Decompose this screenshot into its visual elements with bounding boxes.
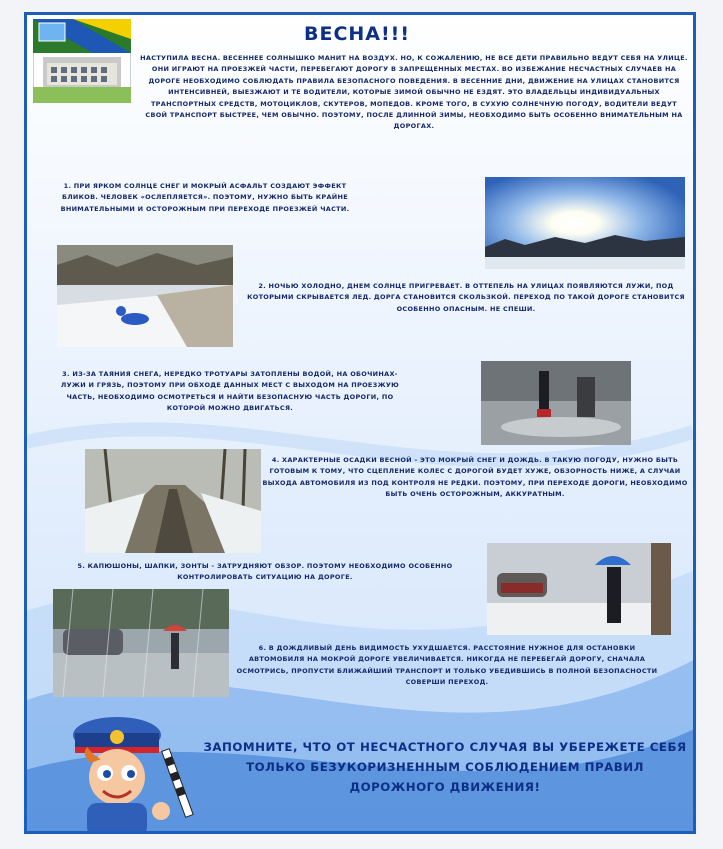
policeman-mascot-icon (51, 707, 201, 834)
photo-rain-street (53, 589, 229, 697)
remember-banner: ЗАПОМНИТЕ, ЧТО ОТ НЕСЧАСТНОГО СЛУЧАЯ ВЫ УБЕРЕЖЕТЕ СЕБЯ ТОЛЬКО БЕЗУКОРИЗНЕННЫМ СОБЛЮДЕНИЕМ ПРАВИЛ ДОРОЖНОГО ДВИЖЕНИЯ! (203, 740, 687, 794)
school-logo (33, 19, 131, 103)
photo-snow-umbrella (487, 543, 671, 635)
photo-puddle-feet (481, 361, 631, 445)
intro-text: НАСТУПИЛА ВЕСНА. ВЕСЕННЕЕ СОЛНЫШКО МАНИТ НА ВОЗДУХ. НО, К СОЖАЛЕНИЮ, НЕ ВСЕ ДЕТИ ПРАВИЛЬНО ВЕДУТ СЕБЯ НА УЛИЦЕ. ОНИ ИГРАЮТ НА ПРОЕЗЖЕЙ ЧАСТИ, ПЕРЕБЕГАЮТ ДОРОГУ В ЗАПРЕЩЕННЫХ МЕСТАХ. ВО ИЗБЕЖАНИЕ НЕСЧАСТНЫХ СЛУЧАЕВ НА ДОРОГЕ НЕОБХОДИМО СОБЛЮДАТЬ ПРАВИЛА БЕЗОПАСНОГО ПОВЕДЕНИЯ. В ВЕСЕННИЕ ДНИ, ДВИЖЕНИЕ НА УЛИЦАХ СТАНОВИТСЯ ИНТЕНСИВНЕЙ, ВЫЕЗЖАЮТ И ТЕ ВОДИТЕЛИ, КОТОРЫЕ ЗИМОЙ ОБЫЧНО НЕ ЕЗДЯТ. ЭТО ВЛАДЕЛЬЦЫ ИНДИВИДУАЛЬНЫХ ТРАНСПОРТНЫХ СРЕДСТВ, МОТОЦИКЛОВ, СКУТЕРОВ, МОПЕДОВ. КРОМЕ ТОГО, В СУХУЮ СОЛНЕЧНУЮ ПОГОДУ, ВОДИТЕЛИ ВЕДУТ СВОЙ ТРАНСПОРТ БЫСТРЕЕ, ЧЕМ ОБЫЧНО. ПОЭТОМУ, ПОСЛЕ ДЛИННОЙ ЗИМЫ, НЕОБХОДИМО БЫТЬ ОСОБЕННО ВНИМАТЕЛЬНЫМ НА ДОРОГАХ. (140, 54, 688, 131)
photo-slip-ice (57, 245, 233, 347)
tip-2: 2. НОЧЬЮ ХОЛОДНО, ДНЕМ СОЛНЦЕ ПРИГРЕВАЕТ. В ОТТЕПЕЛЬ НА УЛИЦАХ ПОЯВЛЯЮТСЯ ЛУЖИ, ПОД КОТОРЫМИ СКРЫВАЕТСЯ ЛЕД. ДОРГА СТАНОВИТСЯ СКОЛЬЗКОЙ. ПЕРЕХОД ПО ТАКОЙ ДОРОГЕ СТАНОВИТСЯ ОСОБЕННО ОПАСНЫМ. НЕ СПЕШИ. (247, 282, 685, 313)
page-title: ВЕСНА!!! (303, 23, 410, 45)
poster (24, 12, 696, 834)
tip-3: 3. ИЗ-ЗА ТАЯНИЯ СНЕГА, НЕРЕДКО ТРОТУАРЫ ЗАТОПЛЕНЫ ВОДОЙ, НА ОБОЧИНАХ-ЛУЖИ И ГРЯЗЬ, ПОЭТОМУ ПРИ ОБХОДЕ ДАННЫХ МЕСТ С ВЫХОДОМ НА ПРОЕЗЖУЮ ЧАСТЬ, НЕОБХОДИМО ОСМОТРЕТЬСЯ И НАЙТИ БЕЗОПАСНУЮ ЧАСТЬ ДОРОГИ, ПО КОТОРОЙ МОЖНО ДВИГАТЬСЯ. (60, 370, 400, 413)
tip-5: 5. КАПЮШОНЫ, ШАПКИ, ЗОНТЫ - ЗАТРУДНЯЮТ ОБЗОР. ПОЭТОМУ НЕОБХОДИМО ОСОБЕННО КОНТРОЛИРОВАТЬ СИТУАЦИЮ НА ДОРОГЕ. (77, 562, 453, 582)
photo-sun (485, 177, 685, 269)
tip-4: 4. ХАРАКТЕРНЫЕ ОСАДКИ ВЕСНОЙ - ЭТО МОКРЫЙ СНЕГ И ДОЖДЬ. В ТАКУЮ ПОГОДУ, НУЖНО БЫТЬ ГОТОВЫМ К ТОМУ, ЧТО СЦЕПЛЕНИЕ КОЛЕС С ДОРОГОЙ БУДЕТ ХУЖЕ, ОБЗОРНОСТЬ НИЖЕ, А СЛУЧАИ ВЫХОДА АВТОМОБИЛЯ ИЗ ПОД КОНТРОЛЯ НЕ РЕДКИ. ПОЭТОМУ, ПРИ ПЕРЕХОДЕ ДОРОГИ, НЕОБХОДИМО БЫТЬ ОЧЕНЬ ОСТОРОЖНЫМ, АККУРАТНЫМ. (262, 456, 688, 499)
photo-slushy-path (85, 449, 261, 553)
tip-1: 1. ПРИ ЯРКОМ СОЛНЦЕ СНЕГ И МОКРЫЙ АСФАЛЬТ СОЗДАЮТ ЭФФЕКТ БЛИКОВ. ЧЕЛОВЕК «ОСЛЕПЛЯЕТСЯ». ПОЭТОМУ, НУЖНО БЫТЬ КРАЙНЕ ВНИМАТЕЛЬНЫМИ И ОСТОРОЖНЫМ ПРИ ПЕРЕХОДЕ ПРОЕЗЖЕЙ ЧАСТИ. (60, 182, 350, 213)
tip-6: 6. В ДОЖДЛИВЫЙ ДЕНЬ ВИДИМОСТЬ УХУДШАЕТСЯ. РАССТОЯНИЕ НУЖНОЕ ДЛЯ ОСТАНОВКИ АВТОМОБИЛЯ НА МОКРОЙ ДОРОГЕ УВЕЛИЧИВАЕТСЯ. НИКОГДА НЕ ПЕРЕБЕГАЙ ДОРОГУ, СНАЧАЛА ОСМОТРИСЬ, ПРОПУСТИ БЛИЖАЙШИЙ ТРАНСПОРТ И ТОЛЬКО УБЕДИВШИСЬ В ПОЛНОЙ БЕЗОПАСНОСТИ СОВЕРШИ ПЕРЕХОД. (236, 644, 658, 687)
